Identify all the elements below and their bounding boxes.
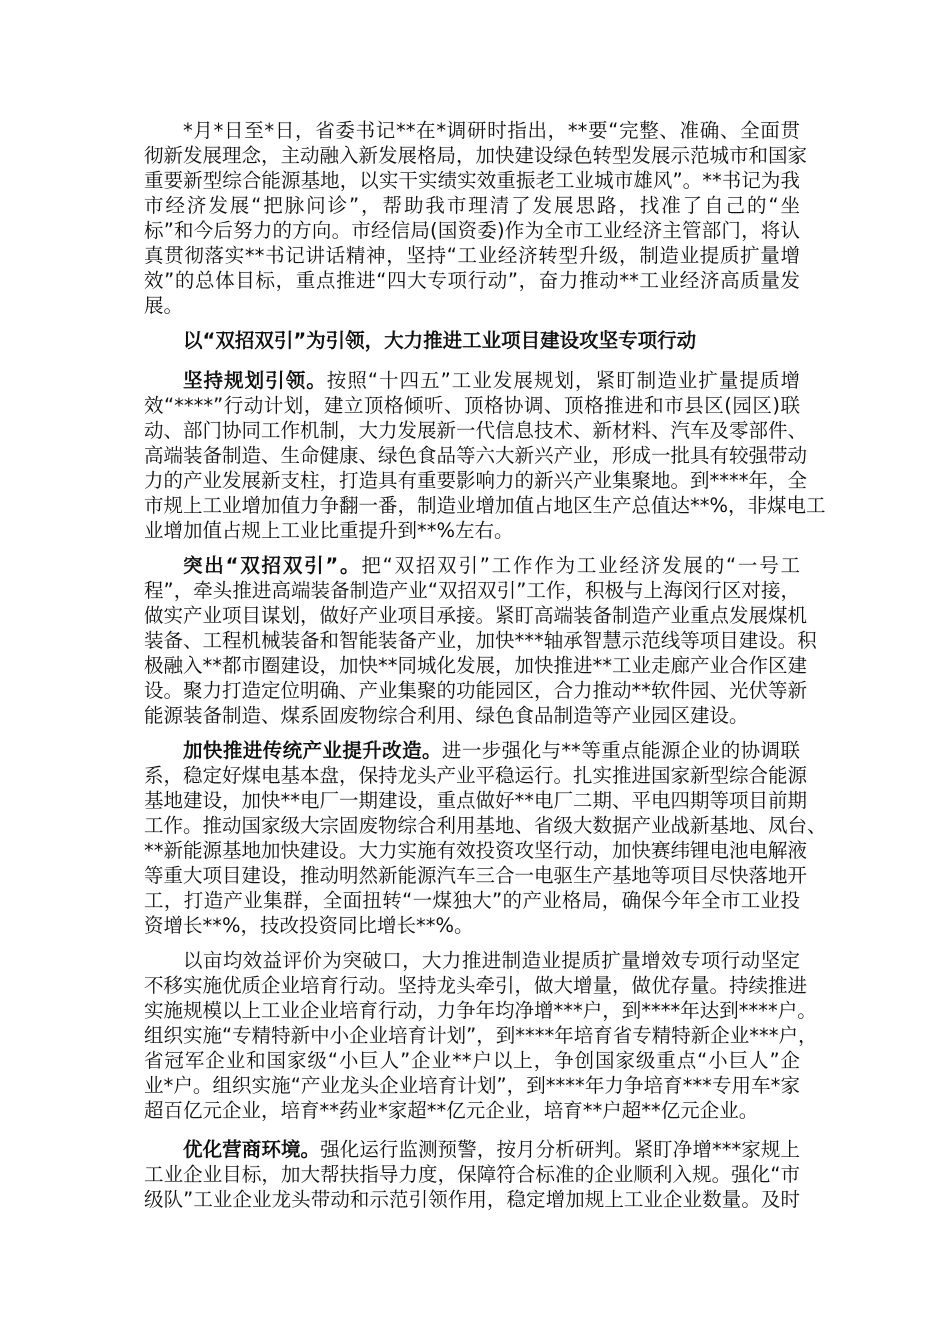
line-text: 组织实施“专精特新中小企业培育计划”，到****年培育省专精特新企业***户， — [144, 1024, 818, 1047]
text-line — [144, 553, 800, 578]
line-text: 效”的总体目标，重点推进“四大专项行动”，奋力推动**工业经济高质量发 — [144, 269, 800, 292]
text-line — [144, 468, 808, 493]
text-line — [144, 143, 808, 168]
line-text: 市经济发展“把脉问诊”，帮助我市理清了发展思路，找准了自己的“坐 — [144, 194, 800, 217]
section-heading: 以“双招双引”为引领，大力推进工业项目建设攻坚专项行动 — [183, 329, 697, 352]
text-line — [144, 193, 800, 218]
text-line — [144, 493, 826, 518]
text-line — [144, 888, 800, 913]
paragraph — [144, 118, 808, 318]
line-text: 资增长**%，技改投资同比增长**%。 — [144, 914, 474, 937]
line-text: 基地建设，加快**电厂一期建设，重点做好**电厂二期、平电四期等项目前期 — [144, 789, 808, 812]
text-line — [144, 1137, 800, 1162]
text-line — [144, 788, 808, 813]
text-line — [144, 1048, 800, 1073]
text-line — [144, 518, 800, 543]
line-text: **新能源基地加快建设。大力实施有效投资攻坚行动，加快赛纬锂电池电解液 — [144, 839, 808, 862]
paragraph-lead: 突出“双招双引”。 — [183, 554, 362, 577]
line-text: 能源装备制造、煤系固废物综合利用、绿色食品制造等产业园区建设。 — [144, 704, 749, 727]
line-text: 动、部门协同工作机制，大力发展新一代信息技术、新材料、汽车及零部件、 — [144, 419, 808, 442]
line-text: 系，稳定好煤电基本盘，保持龙头产业平稳运行。扎实推进国家新型综合能源 — [144, 764, 808, 787]
paragraph-lead: 坚持规划引领。 — [183, 369, 327, 392]
text-line — [144, 1098, 800, 1123]
text-line — [144, 443, 808, 468]
text-line — [144, 168, 800, 193]
paragraph-lead: 加快推进传统产业提升改造。 — [183, 739, 442, 762]
line-text: 装备、工程机械装备和智能装备产业，加快***轴承智慧示范线等项目建设。积 — [144, 629, 817, 652]
text-line — [144, 1023, 818, 1048]
text-line — [144, 368, 800, 393]
line-text: 超百亿元企业，培育**药业*家超**亿元企业，培育**户超**亿元企业。 — [144, 1099, 759, 1122]
line-text: 做实产业项目谋划，做好产业项目承接。紧盯高端装备制造产业重点发展煤机 — [144, 604, 808, 627]
paragraph — [144, 553, 817, 728]
line-text: 按照“十四五”工业发展规划，紧盯制造业扩量提质增 — [326, 369, 800, 392]
text-line — [144, 1073, 800, 1098]
text-line — [144, 393, 800, 418]
line-text: 进一步强化与**等重点能源企业的协调联 — [441, 739, 800, 762]
line-text: 市规上工业增加值力争翻一番，制造业增加值占地区生产总值达**%，非煤电工 — [144, 494, 826, 517]
text-line — [144, 293, 800, 318]
text-line — [144, 998, 817, 1023]
text-line — [144, 913, 800, 938]
line-text: 效“****”行动计划，建立顶格倾听、顶格协调、顶格推进和市县区(园区)联 — [144, 394, 800, 417]
line-text: 省冠军企业和国家级“小巨人”企业**户以上，争创国家级重点“小巨人”企 — [144, 1049, 800, 1072]
line-text: 重要新型综合能源基地，以实干实绩实效重振老工业城市雄风”。**书记为我 — [144, 169, 800, 192]
paragraph — [144, 1137, 800, 1212]
text-line — [144, 703, 800, 728]
text-line — [144, 763, 808, 788]
line-text: 彻新发展理念，主动融入新发展格局，加快建设绿色转型发展示范城市和国家 — [144, 144, 808, 167]
line-text: 高端装备制造、生命健康、绿色食品等六大新兴产业，形成一批具有较强带动 — [144, 444, 808, 467]
line-text: 把“双招双引”工作作为工业经济发展的“一号工 — [361, 554, 800, 577]
text-line — [144, 578, 800, 603]
text-line — [144, 243, 800, 268]
text-line — [144, 948, 800, 973]
line-text: 等重大项目建设，推动明然新能源汽车三合一电驱生产基地等项目尽快落地开 — [144, 864, 808, 887]
line-text: *月*日至*日，省委书记**在*调研时指出，**要“完整、准确、全面贯 — [183, 119, 800, 142]
text-line — [144, 118, 800, 143]
line-text: 以亩均效益评价为突破口，大力推进制造业提质扩量增效专项行动坚定 — [183, 949, 800, 972]
text-line — [144, 973, 808, 998]
line-text: 工作。推动国家级大宗固废物综合利用基地、省级大数据产业战新基地、凤台、 — [144, 814, 827, 837]
line-text: 不移实施优质企业培育行动。坚持龙头牵引，做大增量，做优存量。持续推进 — [144, 974, 808, 997]
line-text: 工，打造产业集群，全面扭转“一煤独大”的产业格局，确保今年全市工业投 — [144, 889, 800, 912]
text-line — [144, 1162, 800, 1187]
line-text: 强化运行监测预警，按月分析研判。紧盯净增***家规上 — [320, 1138, 800, 1161]
text-line — [144, 678, 808, 703]
text-line — [144, 863, 808, 888]
text-line — [144, 813, 827, 838]
line-text: 级队”工业企业龙头带动和示范引领作用，稳定增加规上工业企业数量。及时 — [144, 1188, 800, 1211]
paragraph — [144, 738, 827, 938]
paragraph — [144, 368, 826, 543]
text-line — [144, 603, 808, 628]
text-line — [144, 1187, 800, 1212]
line-text: 力的产业发展新支柱，打造具有重要影响力的新兴产业集聚地。到****年，全 — [144, 469, 808, 492]
line-text: 程”，牵头推进高端装备制造产业“双招双引”工作，积极与上海闵行区对接， — [144, 579, 800, 602]
paragraph-lead: 优化营商环境。 — [183, 1138, 321, 1161]
text-line — [144, 838, 808, 863]
line-text: 极融入**都市圈建设，加快**同城化发展，加快推进**工业走廊产业合作区建 — [144, 654, 808, 677]
text-line — [144, 218, 800, 243]
document-body — [144, 118, 827, 1222]
line-text: 业*户。组织实施“产业龙头企业培育计划”，到****年力争培育***专用车*家 — [144, 1074, 800, 1097]
text-line — [144, 418, 808, 443]
text-line — [144, 653, 808, 678]
line-text: 展。 — [144, 294, 184, 317]
text-line — [144, 738, 800, 763]
text-line — [144, 628, 817, 653]
line-text: 设。聚力打造定位明确、产业集聚的功能园区，合力推动**软件园、光伏等新 — [144, 679, 808, 702]
line-text: 真贯彻落实**书记讲话精神，坚持“工业经济转型升级，制造业提质扩量增 — [144, 244, 800, 267]
paragraph — [144, 948, 818, 1123]
line-text: 标”和今后努力的方向。市经信局(国资委)作为全市工业经济主管部门，将认 — [144, 219, 800, 242]
line-text: 实施规模以上工业企业培育行动，力争年均净增***户，到****年达到****户。 — [144, 999, 817, 1022]
line-text: 工业企业目标，加大帮扶指导力度，保障符合标准的企业顺利入规。强化“市 — [144, 1163, 800, 1186]
line-text: 业增加值占规上工业比重提升到**%左右。 — [144, 519, 514, 542]
text-line — [144, 268, 800, 293]
